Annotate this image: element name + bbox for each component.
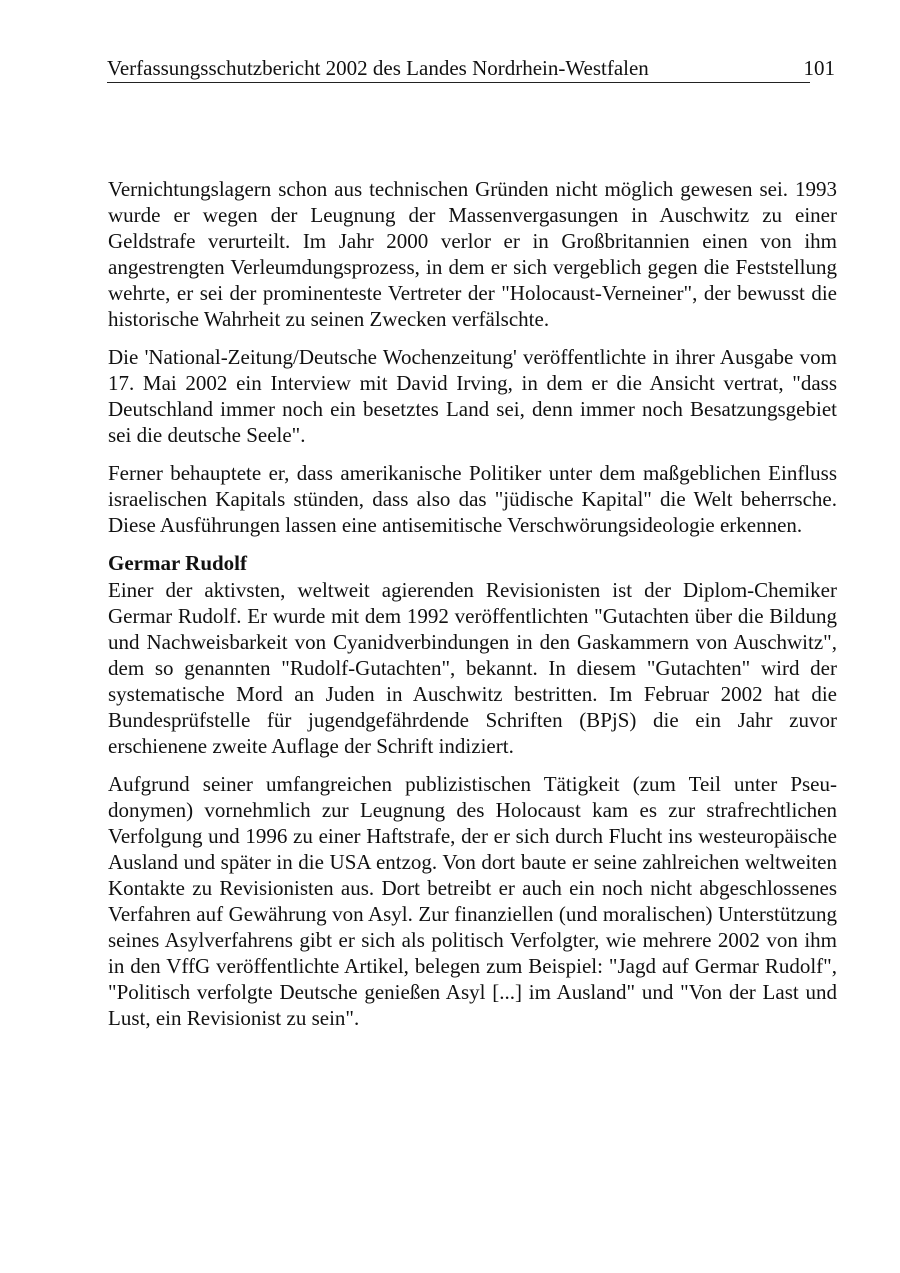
paragraph-5: Aufgrund seiner umfangreichen publizistischen Tätigkeit (zum Teil unter Pseudonymen) vornehmlich zur Leugnung des Holocaust kam es zur strafrechtlichen Verfolgung und 1996 zu einer Haftstrafe, der er sich durch Flucht ins westeuropäische Ausland und später in die USA entzog. Von dort baute er seine zahlreichen weltweiten Kontakte zu Revisionisten aus. Dort betreibt er auch ein noch nicht abgeschlossenes Verfahren auf Gewährung von Asyl. Zur finanziellen (und moralischen) Unterstützung seines Asylverfahrens gibt er sich als politisch Verfolgter, wie mehrere 2002 von ihm in den VffG veröffentlichte Artikel, belegen zum Beispiel: "Jagd auf Germar Rudolf", "Politisch verfolgte Deutsche genießen Asyl [...] im Ausland" und "Von der Last und Lust, ein Revisionist zu sein". bbox=[108, 772, 837, 1030]
paragraph-1: Vernichtungslagern schon aus technischen Gründen nicht möglich gewesen sei. 1993 wurde er wegen der Leugnung der Massenvergasungen in Auschwitz zu einer Geldstrafe verurteilt. Im Jahr 2000 verlor er in Großbritannien einen von ihm angestrengten Verleumdungsprozess, in dem er sich vergeblich gegen die Feststellung wehrte, er sei der prominenteste Vertreter der "Holocaust-Verneiner", der bewusst die historische Wahrheit zu seinen Zwecken verfälschte. bbox=[108, 177, 837, 331]
section-heading: Germar Rudolf bbox=[108, 551, 248, 575]
page-number: 101 bbox=[803, 56, 835, 80]
page-body bbox=[108, 176, 837, 1043]
running-title: Verfassungsschutzbericht 2002 des Landes Nordrhein-Westfalen bbox=[107, 56, 649, 80]
paragraph-4: Einer der aktivsten, weltweit agierenden Revisionisten ist der Diplom-Chemiker Germar Rudolf. Er wurde mit dem 1992 veröffentlichten "Gutachten über die Bildung und Nachweisbarkeit von Cyanidverbindungen in den Gaskammern von Auschwitz", dem so genannten "Rudolf-Gutachten", bekannt. In diesem "Gutachten" wird der systematische Mord an Juden in Auschwitz bestritten. Im Februar 2002 hat die Bundesprüfstelle für jugendgefährdende Schriften (BPjS) die ein Jahr zuvor erschienene zweite Auflage der Schrift indiziert. bbox=[108, 578, 837, 758]
paragraph-3: Ferner behauptete er, dass amerikanische Politiker unter dem maßgeblichen Einfluss israelischen Kapitals stünden, dass also das "jüdische Kapital" die Welt beherrsche. Diese Ausführungen lassen eine antisemitische Verschwörungsideologie erkennen. bbox=[108, 461, 837, 537]
page-header bbox=[107, 55, 835, 83]
paragraph-2: Die 'National-Zeitung/Deutsche Wochenzeitung' veröffentlichte in ihrer Ausgabe vom 17. Mai 2002 ein Interview mit David Irving, in dem er die Ansicht vertrat, "dass Deutschland immer noch ein besetztes Land sei, denn immer noch Besatzungsgebiet sei die deutsche Seele". bbox=[108, 345, 837, 447]
